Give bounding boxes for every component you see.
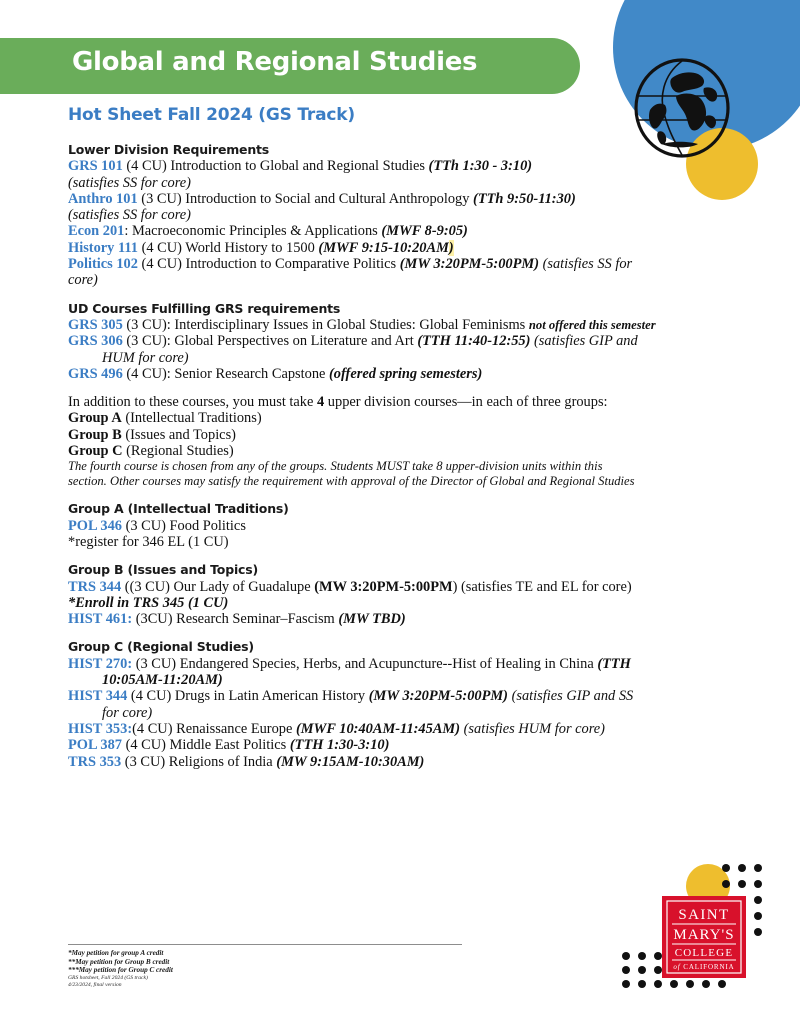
- course-line: [68, 366, 736, 382]
- course-note-wrap: for core): [102, 704, 153, 721]
- footnote-group-a: *May petition for group A credit: [68, 949, 164, 957]
- course-time: (TTH 1:30-3:10): [289, 737, 390, 754]
- document-body: [68, 142, 736, 770]
- course-line: [68, 656, 736, 672]
- course-code: POL 387: [68, 737, 122, 754]
- course-title: ((3 CU) Our Lady of Guadalupe: [121, 578, 315, 595]
- course-title: (3 CU) Religions of India: [121, 753, 277, 770]
- course-title: (4 CU) Renaissance Europe: [132, 720, 296, 737]
- section-heading-lower-division: Lower Division Requirements: [68, 142, 270, 157]
- course-time: (TTH: [597, 655, 631, 672]
- course-time: (MW 3:20PM-5:00PM): [399, 256, 539, 273]
- course-code: GRS 305: [68, 316, 123, 333]
- group-label: Group C: [68, 443, 123, 460]
- course-line: [68, 688, 736, 704]
- course-code: HIST 344: [68, 688, 128, 705]
- course-line: [68, 737, 736, 753]
- section-heading-group-b: Group B (Issues and Topics): [68, 562, 258, 578]
- course-code: POL 346: [68, 517, 122, 534]
- group-label: Group B: [68, 426, 122, 443]
- group-desc: (Issues and Topics): [121, 426, 236, 443]
- saint-marys-college-logo: [604, 856, 784, 1016]
- course-note-inline: (satisfies GIP and SS: [507, 688, 634, 705]
- footnote-group-b: **May petition for Group B credit: [68, 957, 170, 966]
- course-time: (MW TBD): [338, 611, 406, 628]
- course-note-wrap: HUM for core): [102, 349, 189, 366]
- course-code: GRS 306: [68, 333, 123, 350]
- svg-text:MARY'S: MARY'S: [673, 927, 735, 943]
- course-title: (4 CU) Introduction to Comparative Politics: [137, 256, 400, 273]
- course-note-inline: (satisfies HUM for core): [460, 720, 605, 737]
- group-a-extra-note: *register for 346 EL (1 CU): [68, 533, 229, 550]
- group-desc: (Intellectual Traditions): [121, 410, 262, 427]
- course-code: TRS 344: [68, 578, 122, 595]
- requirement-fine-print-line-2: section. Other courses may satisfy the requirement with approval of the Director of Global and Regional Studies: [68, 474, 635, 489]
- group-summary-item: [68, 427, 736, 443]
- course-line: [68, 240, 736, 256]
- group-label: Group A: [68, 410, 122, 427]
- course-code: GRS 101: [68, 158, 123, 175]
- group-b-enroll-note: *Enroll in TRS 345 (1 CU): [68, 594, 229, 611]
- course-time: (MW 9:15AM-10:30AM): [276, 753, 425, 770]
- course-time-highlighted: ): [448, 239, 454, 256]
- svg-text:COLLEGE: COLLEGE: [674, 947, 734, 959]
- requirement-intro: [68, 394, 736, 410]
- course-code: Anthro 101: [68, 190, 138, 207]
- course-title: (4 CU) Introduction to Global and Regional Studies: [122, 158, 429, 175]
- course-line: [68, 223, 736, 239]
- course-title: (4 CU): Senior Research Capstone: [122, 365, 330, 382]
- course-note-inline: (satisfies SS for: [538, 256, 633, 273]
- course-note: (satisfies SS for core): [68, 174, 191, 191]
- course-time-wrap: 10:05AM-11:20AM): [102, 672, 223, 689]
- course-note-inline: ) (satisfies TE and EL for core): [452, 578, 632, 595]
- course-title: (4 CU) Drugs in Latin American History: [127, 688, 369, 705]
- course-code: Econ 201: [68, 223, 125, 240]
- course-line: [68, 721, 736, 737]
- requirement-intro-pre: In addition to these courses, you must take: [68, 394, 317, 411]
- course-title: (3 CU): Global Perspectives on Literature and Art: [122, 333, 418, 350]
- requirement-course-count: 4: [317, 394, 325, 411]
- requirement-fine-print-line-1: The fourth course is chosen from any of the groups. Students MUST take 8 upper-division units within this: [68, 459, 603, 474]
- requirement-intro-post: upper division courses—in each of three groups:: [324, 394, 608, 411]
- course-title: (3 CU) Endangered Species, Herbs, and Acupuncture--Hist of Healing in China: [132, 655, 598, 672]
- course-code: History 111: [68, 239, 138, 256]
- section-heading-group-a: Group A (Intellectual Traditions): [68, 501, 289, 517]
- page-title: Global and Regional Studies: [72, 47, 478, 77]
- course-title: (3 CU) Food Politics: [121, 517, 246, 534]
- course-time: (MWF 10:40AM-11:45AM): [295, 720, 461, 737]
- course-line: [68, 518, 736, 534]
- course-note-wrap: core): [68, 272, 98, 289]
- course-title: (3CU) Research Seminar–Fascism: [132, 611, 339, 628]
- course-line: [68, 579, 736, 595]
- course-title: (3 CU) Introduction to Social and Cultural Anthropology: [137, 190, 474, 207]
- section-heading-group-c: Group C (Regional Studies): [68, 639, 254, 655]
- course-line: [68, 317, 736, 333]
- course-title: : Macroeconomic Principles & Applications: [124, 223, 382, 240]
- course-line: [68, 333, 736, 349]
- group-desc: (Regional Studies): [122, 443, 234, 460]
- course-line: [68, 256, 736, 272]
- course-code: HIST 270:: [68, 655, 133, 672]
- course-time: (TTh 1:30 - 3:10): [428, 158, 533, 175]
- course-title: (4 CU) Middle East Politics: [121, 737, 290, 754]
- section-heading-ud-courses: UD Courses Fulfilling GRS requirements: [68, 300, 341, 316]
- course-time: (TTh 9:50-11:30): [473, 190, 576, 207]
- course-title: (3 CU): Interdisciplinary Issues in Global Studies: Global Feminisms: [122, 316, 529, 333]
- footer-notes: [68, 949, 173, 989]
- group-summary-item: [68, 410, 736, 426]
- footnote-group-c: ***May petition for Group C credit: [68, 966, 173, 975]
- footer-divider: [68, 944, 462, 945]
- course-availability-note: not offered this semester: [528, 317, 656, 332]
- course-title: (4 CU) World History to 1500: [137, 239, 319, 256]
- course-time: (offered spring semesters): [329, 365, 483, 382]
- footer-document-id: GRS hotsheet, Fall 2024 (GS track): [68, 974, 148, 981]
- course-code: HIST 461:: [68, 611, 133, 628]
- course-code: GRS 496: [68, 365, 123, 382]
- course-time: (MWF 9:15-10:20AM: [318, 239, 449, 256]
- course-line: [68, 611, 736, 627]
- course-code: Politics 102: [68, 256, 138, 273]
- course-line: [68, 191, 736, 207]
- course-note: (satisfies SS for core): [68, 207, 191, 224]
- course-time: (MWF 8-9:05): [381, 223, 468, 240]
- course-code: TRS 353: [68, 753, 122, 770]
- course-time: (TTH 11:40-12:55): [417, 333, 531, 350]
- course-line: [68, 158, 736, 174]
- page-subtitle: Hot Sheet Fall 2024 (GS Track): [68, 105, 355, 125]
- course-time: (MW 3:20PM-5:00PM: [314, 578, 453, 595]
- footer-revision-date: 4/23/2024, final version: [68, 981, 122, 988]
- course-code: HIST 353:: [68, 720, 133, 737]
- svg-text:SAINT: SAINT: [678, 907, 730, 923]
- svg-text:of CALIFORNIA: of CALIFORNIA: [673, 963, 735, 971]
- course-time: (MW 3:20PM-5:00PM): [368, 688, 508, 705]
- course-line: [68, 754, 736, 770]
- course-note-inline: (satisfies GIP and: [530, 333, 638, 350]
- group-summary-item: [68, 443, 736, 459]
